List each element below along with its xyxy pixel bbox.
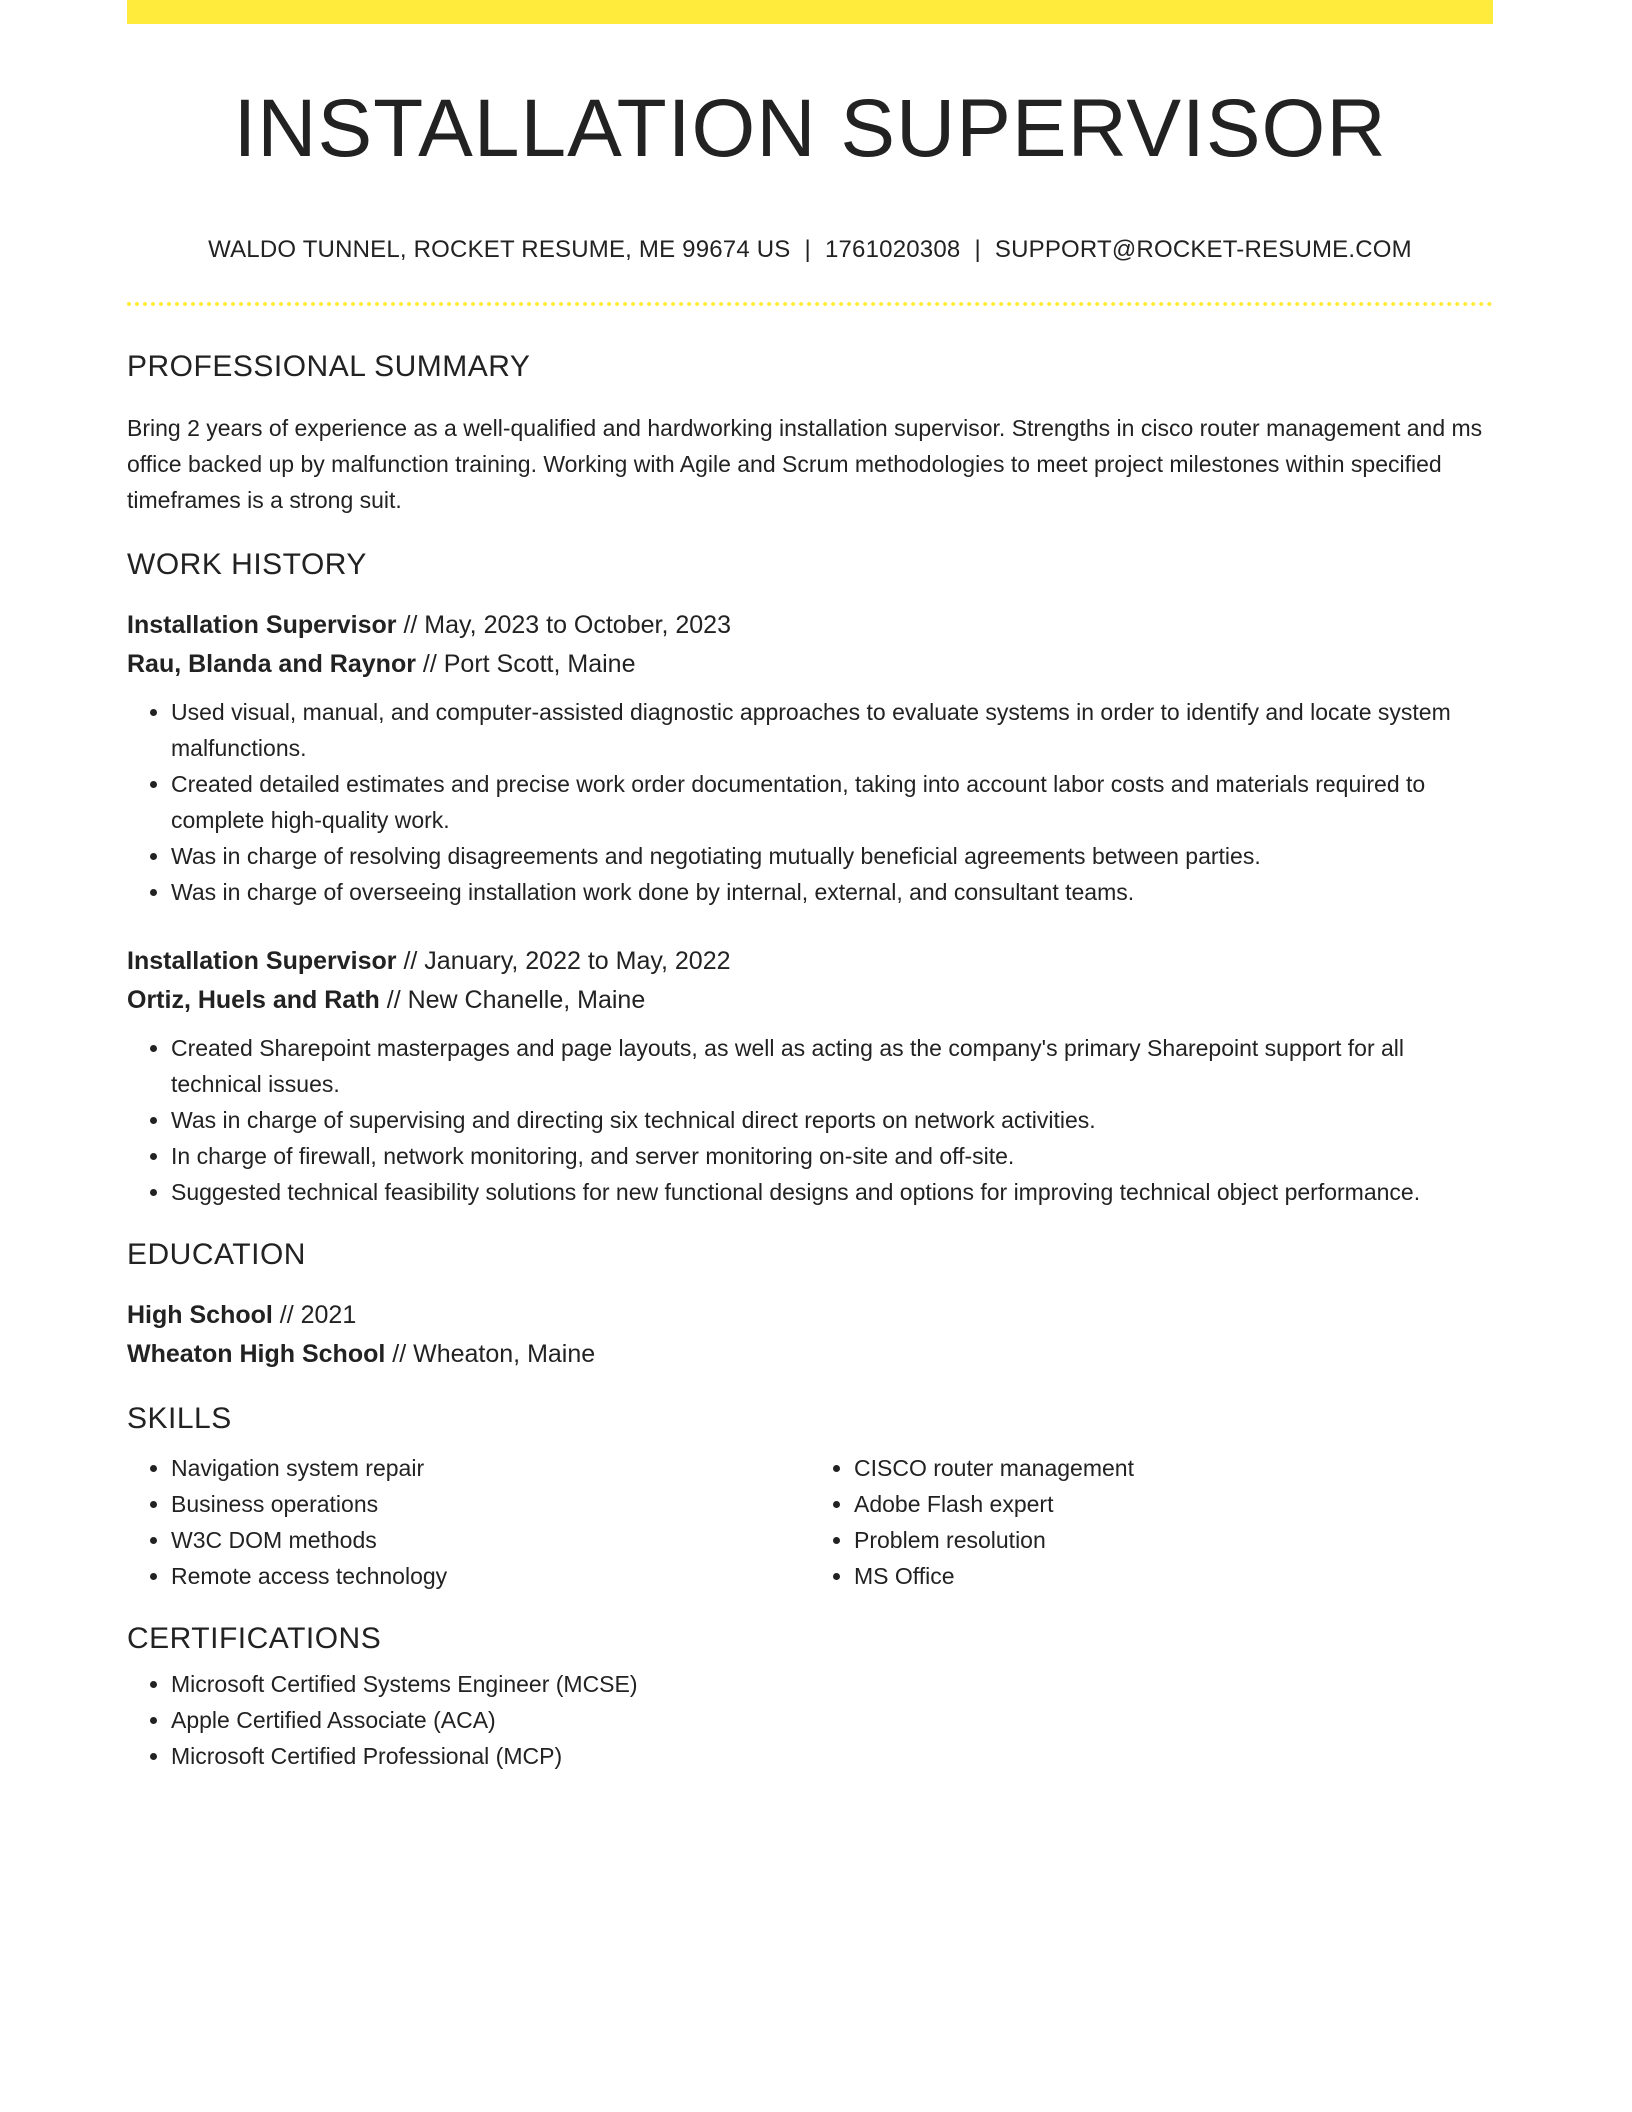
contact-email[interactable]: SUPPORT@ROCKET-RESUME.COM	[994, 236, 1412, 264]
skill-item: • Business operations	[171, 1486, 810, 1522]
contact-line	[127, 236, 1493, 264]
job-location: // New Chanelle, Maine	[379, 986, 646, 1015]
list-item: • Suggested technical feasibility solutions for new functional designs and options for improving technical object performance.	[171, 1174, 1493, 1210]
section-title-education: EDUCATION	[127, 1238, 306, 1272]
section-title-summary: PROFESSIONAL SUMMARY	[127, 350, 531, 384]
job-entry	[127, 942, 1493, 1210]
skill-item: • Problem resolution	[854, 1522, 1493, 1558]
contact-separator: |	[804, 236, 811, 264]
section-title-skills: SKILLS	[127, 1402, 232, 1436]
summary-text: Bring 2 years of experience as a well-qualified and hardworking installation supervisor. Strengths in cisco router management and ms office backed up by malfunction training. Working with Agile and Scrum methodologies to meet project milestones within specified timeframes is a strong suit.	[127, 415, 1483, 514]
skills-list-left	[127, 1450, 810, 1594]
section-title-work-history: WORK HISTORY	[127, 548, 367, 582]
skill-item: • CISCO router management	[854, 1450, 1493, 1486]
skill-item: • Adobe Flash expert	[854, 1486, 1493, 1522]
skills-grid	[127, 1450, 1493, 1594]
list-item: • Created Sharepoint masterpages and page layouts, as well as acting as the company's primary Sharepoint support for all technical issues.	[171, 1030, 1493, 1102]
certification-item: • Microsoft Certified Systems Engineer (MCSE)	[171, 1666, 1493, 1702]
top-accent-bar	[127, 0, 1493, 24]
job-role: Installation Supervisor	[127, 947, 397, 976]
list-item: • Used visual, manual, and computer-assisted diagnostic approaches to evaluate systems in order to identify and locate system malfunctions.	[171, 694, 1493, 766]
skills-list-right	[810, 1450, 1493, 1594]
list-item: • Created detailed estimates and precise work order documentation, taking into account labor costs and materials required to complete high-quality work.	[171, 766, 1493, 838]
resume-page	[127, 0, 1493, 1774]
job-company: Rau, Blanda and Raynor	[127, 650, 416, 679]
job-location: // Port Scott, Maine	[415, 650, 636, 679]
skill-item: • Navigation system repair	[171, 1450, 810, 1486]
education-degree: High School	[127, 1301, 273, 1330]
education-year: // 2021	[272, 1301, 357, 1330]
job-dates: // May, 2023 to October, 2023	[396, 611, 731, 640]
skill-item: • W3C DOM methods	[171, 1522, 810, 1558]
skill-item: • Remote access technology	[171, 1558, 810, 1594]
job-role: Installation Supervisor	[127, 611, 397, 640]
list-item: • Was in charge of overseeing installation work done by internal, external, and consultant teams.	[171, 874, 1493, 910]
resume-title: INSTALLATION SUPERVISOR	[233, 83, 1387, 174]
education-degree-line	[127, 1296, 1493, 1335]
certification-item: • Microsoft Certified Professional (MCP)	[171, 1738, 1493, 1774]
certification-item: • Apple Certified Associate (ACA)	[171, 1702, 1493, 1738]
skill-item: • MS Office	[854, 1558, 1493, 1594]
job-company-line	[127, 645, 1493, 684]
list-item: • Was in charge of supervising and directing six technical direct reports on network activities.	[171, 1102, 1493, 1138]
job-duties-list	[127, 1030, 1493, 1210]
contact-separator: |	[974, 236, 981, 264]
contact-address: WALDO TUNNEL, ROCKET RESUME, ME 99674 US	[208, 236, 791, 264]
certifications-list	[127, 1666, 1493, 1774]
job-role-line	[127, 942, 1493, 981]
education-school: Wheaton High School	[127, 1340, 386, 1369]
job-dates: // January, 2022 to May, 2022	[396, 947, 731, 976]
job-company: Ortiz, Huels and Rath	[127, 986, 380, 1015]
job-company-line	[127, 981, 1493, 1020]
job-entry	[127, 606, 1493, 910]
dotted-divider	[127, 302, 1493, 306]
contact-phone: 1761020308	[824, 236, 961, 264]
job-role-line	[127, 606, 1493, 645]
list-item: • Was in charge of resolving disagreements and negotiating mutually beneficial agreements between parties.	[171, 838, 1493, 874]
section-title-certifications: CERTIFICATIONS	[127, 1622, 382, 1656]
job-duties-list	[127, 694, 1493, 910]
list-item: • In charge of firewall, network monitoring, and server monitoring on-site and off-site.	[171, 1138, 1493, 1174]
education-location: // Wheaton, Maine	[385, 1340, 596, 1369]
education-school-line	[127, 1335, 1493, 1374]
